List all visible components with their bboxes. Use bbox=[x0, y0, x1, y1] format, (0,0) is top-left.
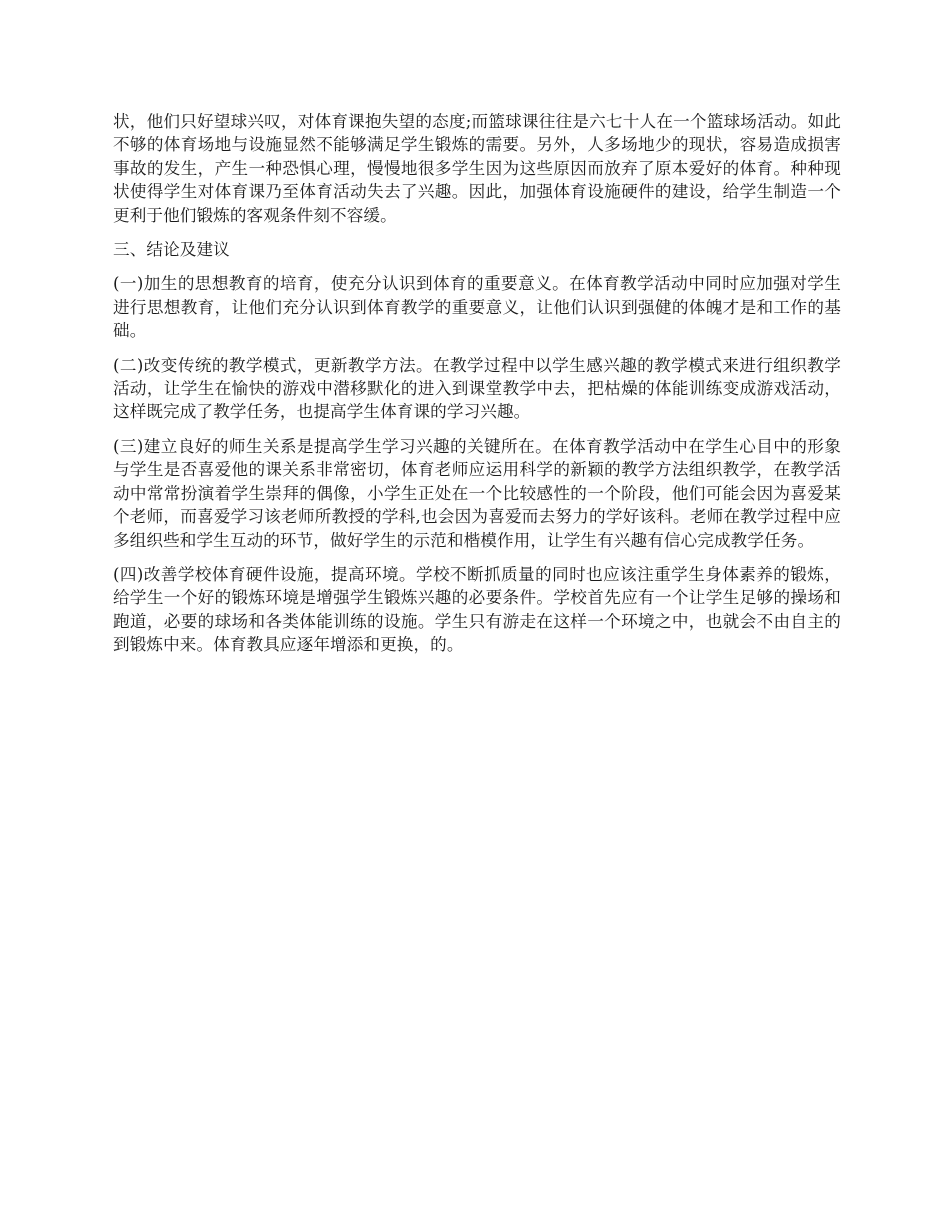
paragraph-suggestion-2: (二)改变传统的教学模式，更新教学方法。在教学过程中以学生感兴趣的教学模式来进行组织教学活动，让学生在愉快的游戏中潜移默化的进入到课堂教学中去，把枯燥的体能训练变成游戏活动，这样既完成了教学任务，也提高学生体育课的学习兴趣。 bbox=[113, 355, 841, 422]
paragraph-suggestion-1: (一)加生的思想教育的培育，使充分认识到体育的重要意义。在体育教学活动中同时应加强对学生进行思想教育，让他们充分认识到体育教学的重要意义，让他们认识到强健的体魄才是和工作的基础。 bbox=[113, 274, 841, 341]
paragraph-suggestion-4: (四)改善学校体育硬件设施，提高环境。学校不断抓质量的同时也应该注重学生身体素养的锻炼，给学生一个好的锻炼环境是增强学生锻炼兴趣的必要条件。学校首先应有一个让学生足够的操场和跑道，必要的球场和各类体能训练的设施。学生只有游走在这样一个环境之中，也就会不由自主的到锻炼中来。体育教具应逐年增添和更换，的。 bbox=[113, 564, 841, 655]
paragraph-facilities: 状，他们只好望球兴叹，对体育课抱失望的态度;而篮球课往往是六七十人在一个篮球场活动。如此不够的体育场地与设施显然不能够满足学生锻炼的需要。另外，人多场地少的现状，容易造成损害事故的发生，产生一种恐惧心理，慢慢地很多学生因为这些原因而放弃了原本爱好的体育。种种现状使得学生对体育课乃至体育活动失去了兴趣。因此，加强体育设施硬件的建设，给学生制造一个更利于他们锻炼的客观条件刻不容缓。 bbox=[113, 112, 841, 225]
document-page bbox=[113, 110, 841, 668]
section-heading-conclusions: 三、结论及建议 bbox=[113, 240, 230, 260]
paragraph-suggestion-3: (三)建立良好的师生关系是提高学生学习兴趣的关键所在。在体育教学活动中在学生心目中的形象与学生是否喜爱他的课关系非常密切，体育老师应运用科学的新颖的教学方法组织教学，在教学活动中常常扮演着学生崇拜的偶像，小学生正处在一个比较感性的一个阶段，他们可能会因为喜爱某个老师，而喜爱学习该老师所教授的学科,也会因为喜爱而去努力的学好该科。老师在教学过程中应多组织些和学生互动的环节，做好学生的示范和楷模作用，让学生有兴趣有信心完成教学任务。 bbox=[113, 436, 841, 550]
